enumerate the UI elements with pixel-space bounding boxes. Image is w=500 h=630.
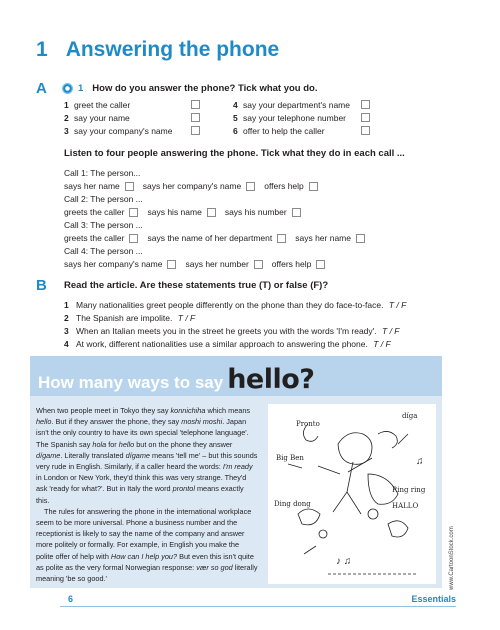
option-3: 3 say your company's name (64, 126, 173, 136)
option-4: 4 say your department's name (233, 100, 350, 110)
statement-4-tf[interactable]: T / F (373, 339, 391, 349)
option-6-checkbox[interactable] (361, 126, 370, 135)
option-1: 1 greet the caller (64, 100, 131, 110)
listen-instruction: Listen to four people answering the phone. Tick what they do in each call ... (64, 148, 405, 159)
call-1-item-2-checkbox[interactable] (246, 182, 255, 191)
call-1-heading: Call 1: The person... (64, 168, 141, 178)
option-2: 2 say your name (64, 113, 130, 123)
article-paragraph-1: When two people meet in Tokyo they say konnichiha which means hello. But if they answer the phone, they say moshi moshi. Japan isn't the only country to have its own special 'telephone language'. The Spanish say hola for hello but on the phone they answer dígame. Literally translated dígame means 'tell me' – but this sounds very rude in English. Similarly, if a caller heard the words: I'm ready in London or New York, they'd think this was very strange. They'd ask 'ready for what?'. But in Italy the word prontol means exactly this. (36, 406, 258, 505)
call-4-items: says her company's name says her number offers help (64, 259, 331, 269)
audio-cd-icon[interactable] (62, 83, 73, 94)
statement-3-tf[interactable]: T / F (382, 326, 400, 336)
call-2-heading: Call 2: The person ... (64, 194, 143, 204)
music-note-icon: ♪ ♫ (336, 556, 352, 567)
section-b-instruction: Read the article. Are these statements true (T) or false (F)? (64, 280, 329, 291)
call-3-items: greets the caller says the name of her department says her name (64, 233, 371, 243)
call-4-heading: Call 4: The person ... (64, 246, 143, 256)
article-title (38, 364, 314, 395)
statement-3: 3 When an Italian meets you in the street he greets you with the words 'I'm ready'. T / F (64, 326, 400, 336)
call-3-item-2-checkbox[interactable] (277, 234, 286, 243)
option-5: 5 say your telephone number (233, 113, 347, 123)
section-a-instruction: How do you answer the phone? Tick what you do. (92, 83, 318, 94)
section-b-letter: B (36, 277, 47, 294)
cartoon-word-diga: díga (402, 412, 418, 420)
article-title-lead: How many ways to say (38, 373, 224, 392)
article-body (36, 405, 258, 584)
call-2-item-2-checkbox[interactable] (207, 208, 216, 217)
section-a-instruction-line (62, 83, 318, 94)
unit-title (36, 38, 279, 62)
telephone-cartoon-image (268, 404, 436, 584)
call-1-items: says her name says her company's name offers help (64, 181, 324, 191)
call-3-item-3-checkbox[interactable] (356, 234, 365, 243)
statement-1: 1 Many nationalities greet people differently on the phone than they do face-to-face. T / F (64, 300, 407, 310)
page-number: 6 (68, 594, 74, 604)
call-1-item-3-checkbox[interactable] (309, 182, 318, 191)
call-4-item-2-checkbox[interactable] (254, 260, 263, 269)
option-2-checkbox[interactable] (191, 113, 200, 122)
option-6: 6 offer to help the caller (233, 126, 325, 136)
article-paragraph-2: The rules for answering the phone in the international workplace seem to be more universal. Phone a business number and the receptionist is likely to say the name of the company and answer more politely or formally. For example, in English you make the polite offer of help with How can I help you? But even this isn't quite as polite as the very formal Norwegian response: vær so god literally meaning 'be so good.' (36, 506, 258, 584)
option-1-checkbox[interactable] (191, 100, 200, 109)
call-2-item-1-checkbox[interactable] (129, 208, 138, 217)
call-1-item-1-checkbox[interactable] (125, 182, 134, 191)
music-note-icon-2: ♫ (416, 456, 424, 467)
footer-section-label: Essentials (411, 594, 456, 604)
track-number: 1 (78, 83, 84, 94)
statement-1-tf[interactable]: T / F (388, 300, 407, 310)
call-2-items: greets the caller says his name says his number (64, 207, 307, 217)
cartoon-word-big-ben: Big Ben (276, 454, 304, 462)
unit-number: 1 (36, 38, 48, 61)
cartoon-word-hallo: HALLO (392, 502, 419, 510)
call-2-item-3-checkbox[interactable] (292, 208, 301, 217)
call-3-heading: Call 3: The person ... (64, 220, 143, 230)
cartoon-word-ring-ring: Ring ring (392, 486, 426, 494)
option-5-checkbox[interactable] (361, 113, 370, 122)
article-title-word: hello? (227, 364, 315, 395)
call-4-item-3-checkbox[interactable] (316, 260, 325, 269)
article-panel (30, 356, 442, 588)
statement-2: 2 The Spanish are impolite. T / F (64, 313, 196, 323)
section-a-letter: A (36, 80, 47, 97)
option-3-checkbox[interactable] (191, 126, 200, 135)
cartoon-word-ding-dong: Ding dong (274, 500, 311, 508)
statement-4: 4 At work, different nationalities use a similar approach to answering the phone. T / F (64, 339, 391, 349)
statement-2-tf[interactable]: T / F (177, 313, 196, 323)
cartoon-credit: www.CartoonStock.com (449, 526, 455, 590)
call-3-item-1-checkbox[interactable] (129, 234, 138, 243)
cartoon-word-pronto: Pronto (296, 420, 320, 428)
footer-divider (60, 606, 456, 607)
option-4-checkbox[interactable] (361, 100, 370, 109)
unit-title-text: Answering the phone (65, 38, 280, 61)
call-4-item-1-checkbox[interactable] (167, 260, 176, 269)
